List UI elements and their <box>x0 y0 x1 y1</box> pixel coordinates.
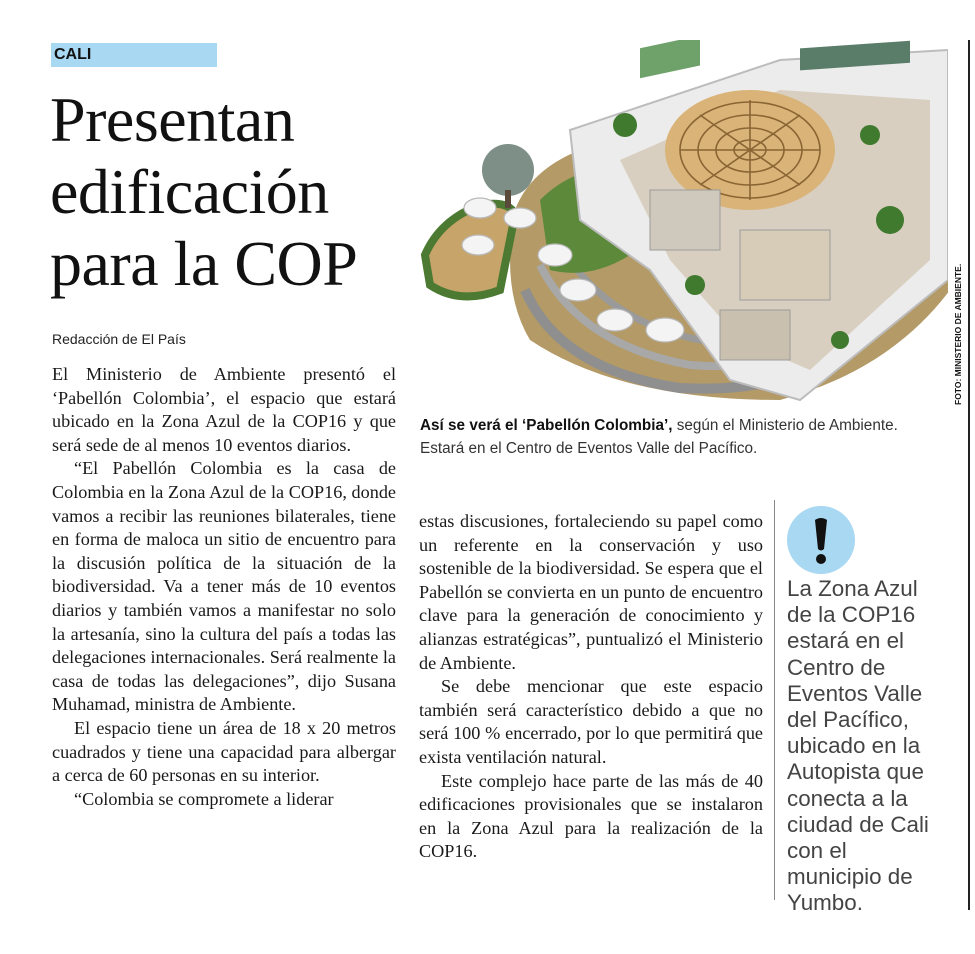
paragraph: El espacio tiene un área de 18 x 20 metros cuadrados y tiene una capacidad para albergar a cerca de 60 personas en su interior. <box>52 717 396 786</box>
section-tag: CALI <box>51 43 217 67</box>
article-column-2 <box>419 510 763 864</box>
paragraph: estas discusiones, fortaleciendo su papel como un referente en la conservación y uso sostenible de la biodiversidad. Se espera que el Pabellón se convierta en un punto de encuentro clave para la generación de conocimiento y alianzas estratégicas”, puntualizó el Ministerio de Ambiente. <box>419 511 763 673</box>
tree-canopy <box>482 144 534 196</box>
article-column-1 <box>52 363 396 811</box>
interior-room-3 <box>720 310 790 360</box>
paragraph: Se debe mencionar que este espacio también será característico debido a que no será 100 % encerrado, por lo que permitirá que exista ventilación natural. <box>419 676 763 767</box>
paragraph: “El Pabellón Colombia es la casa de Colombia en la Zona Azul de la COP16, donde vamos a recibir las reuniones bilaterales, tiene en forma de maloca un sitio de encuentro para la discusión política de la situación de la biodiversidad. Va a tener más de 10 eventos diarios y también vamos a manifestar no solo la artesanía, sino la cultura del país a todas las delegaciones internacionales. Será realmente la casa de todas las delegaciones”, dijo Susana Muhamad, ministra de Ambiente. <box>52 458 396 715</box>
caption-lead: Así se verá el ‘Pabellón Colombia’, <box>420 417 673 434</box>
paragraph: El Ministerio de Ambiente presentó el ‘Pabellón Colombia’, el espacio que estará ubicado en la Zona Azul de la COP16 y que será sede de al menos 10 eventos diarios. <box>52 364 396 455</box>
sidebar-divider <box>774 500 775 900</box>
photo-credit: FOTO: MINISTERIO DE AMBIENTE. <box>953 263 963 405</box>
headline-line-3: para la COP <box>50 228 358 299</box>
byline: Redacción de El País <box>52 331 186 347</box>
green-wall <box>640 40 700 78</box>
exclamation-icon <box>787 506 855 574</box>
sidebar-note: La Zona Azul de la COP16 estará en el Centro de Eventos Valle del Pacífico, ubicado en la Autopista que conecta a la ciudad de Cali con el municipio de Yumbo. <box>787 576 929 916</box>
interior-room-1 <box>650 190 720 250</box>
tree-trunk <box>505 190 511 208</box>
paragraph: “Colombia se compromete a liderar <box>74 788 334 809</box>
headline-line-2: edificación <box>50 156 329 227</box>
headline-line-1: Presentan <box>50 84 295 155</box>
headline <box>50 84 410 300</box>
page-edge <box>968 40 970 910</box>
caption-text: según el Ministerio de Ambiente. Estará en el Centro de Eventos Valle del Pacífico. <box>420 417 898 457</box>
pavilion-photo <box>420 40 948 408</box>
interior-room-2 <box>740 230 830 300</box>
photo-caption <box>420 414 940 460</box>
paragraph: Este complejo hace parte de las más de 40 edificaciones provisionales que se instalaron en la Zona Azul para la realización de la COP16. <box>419 770 763 862</box>
